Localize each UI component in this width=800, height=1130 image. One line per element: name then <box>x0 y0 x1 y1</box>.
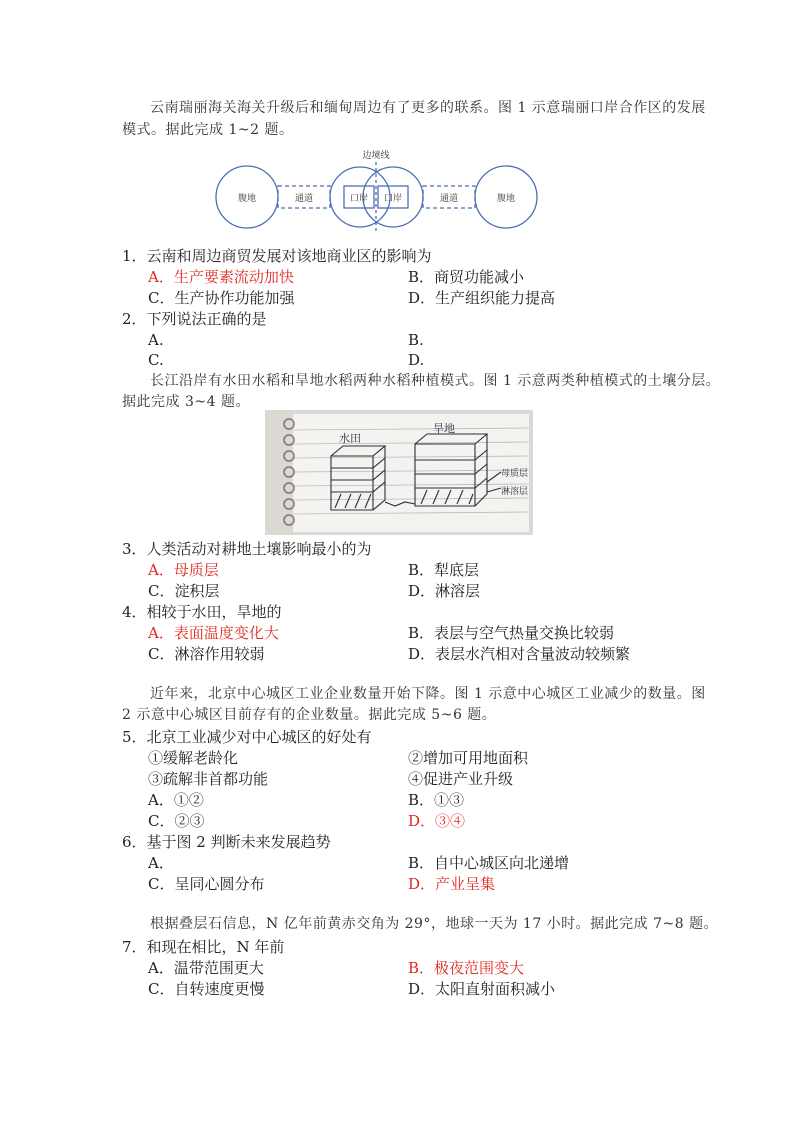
side-label-2: 淋溶层 <box>501 487 529 497</box>
side-label-1: 母质层 <box>501 469 529 479</box>
q3-option-d: D．淋溶层 <box>408 582 481 600</box>
border-label: 边境线 <box>362 151 390 161</box>
section1-intro-line2: 模式。据此完成 1~2 题。 <box>122 122 294 138</box>
section2-intro-line2: 据此完成 3~4 题。 <box>122 394 250 410</box>
q1-option-c: C．生产协作功能加强 <box>148 289 295 307</box>
q4-option-a: A．表面温度变化大 <box>148 624 279 642</box>
q1-stem: 1．云南和周边商贸发展对该地商业区的影响为 <box>122 247 432 265</box>
q4-option-b: B．表层与空气热量交换比较弱 <box>408 624 615 642</box>
section4-intro-line1: 根据叠层石信息，N 亿年前黄赤交角为 29°，地球一天为 17 小时。据此完成 7~8 题。 <box>150 916 719 932</box>
q5-statement-3: ③疏解非首都功能 <box>148 770 269 788</box>
q2-option-c: C. <box>148 351 164 369</box>
q5-statement-4: ④促进产业升级 <box>408 770 514 788</box>
paddy-label: 水田 <box>339 432 361 445</box>
section2-intro-line1: 长江沿岸有水田水稻和旱地水稻两种水稻种植模式。图 1 示意两类种植模式的土壤分层。 <box>150 373 721 389</box>
soil-layer-sketch-photo <box>265 410 533 535</box>
q5-option-d: D．③④ <box>408 812 466 830</box>
right-port-label: 口岸 <box>383 194 403 204</box>
section3-intro-line1: 近年来，北京中心城区工业企业数量开始下降。图 1 示意中心城区工业减少的数量。图 <box>150 686 706 702</box>
q6-stem: 6．基于图 2 判断未来发展趋势 <box>122 833 331 851</box>
right-hinterland-label: 腹地 <box>496 194 516 204</box>
q3-stem: 3．人类活动对耕地土壤影响最小的为 <box>122 540 372 558</box>
notebook-page <box>293 414 529 532</box>
q5-option-b: B．①③ <box>408 791 465 809</box>
q6-option-b: B．自中心城区向北递增 <box>408 854 570 872</box>
q4-option-d: D．表层水汽相对含量波动较频繁 <box>408 645 631 663</box>
q4-stem: 4．相较于水田，旱地的 <box>122 603 282 621</box>
port-cooperation-diagram <box>210 150 540 235</box>
q7-option-c: C．自转速度更慢 <box>148 980 265 998</box>
q4-option-c: C．淋溶作用较弱 <box>148 645 265 663</box>
q7-option-a: A．温带范围更大 <box>148 959 264 977</box>
q5-stem: 5．北京工业减少对中心城区的好处有 <box>122 728 372 746</box>
q6-option-a: A． <box>148 854 174 872</box>
q5-option-c: C．②③ <box>148 812 205 830</box>
q7-stem: 7．和现在相比，N 年前 <box>122 938 285 956</box>
q3-option-b: B．犁底层 <box>408 561 480 579</box>
section1-intro-line1: 云南瑞丽海关海关升级后和缅甸周边有了更多的联系。图 1 示意瑞丽口岸合作区的发展 <box>150 100 706 116</box>
dry-label: 旱地 <box>433 422 455 435</box>
q2-stem: 2．下列说法正确的是 <box>122 310 267 328</box>
q1-option-d: D．生产组织能力提高 <box>408 289 556 307</box>
q5-statement-1: ①缓解老龄化 <box>148 749 239 767</box>
q1-option-a: A．生产要素流动加快 <box>148 268 294 286</box>
q6-option-c: C．呈同心圆分布 <box>148 875 265 893</box>
q7-option-b: B．极夜范围变大 <box>408 959 525 977</box>
q6-option-d: D．产业呈集 <box>408 875 496 893</box>
q2-option-b: B. <box>408 331 424 349</box>
left-channel-label: 通道 <box>294 194 314 204</box>
q3-option-a: A．母质层 <box>148 561 219 579</box>
section3-intro-line2: 2 示意中心城区目前存有的企业数量。据此完成 5~6 题。 <box>122 707 497 723</box>
left-port-label: 口岸 <box>349 194 369 204</box>
right-channel-label: 通道 <box>439 194 459 204</box>
left-hinterland-label: 腹地 <box>237 194 257 204</box>
q2-option-a: A. <box>148 331 164 349</box>
q1-option-b: B．商贸功能减小 <box>408 268 525 286</box>
q5-statement-2: ②增加可用地面积 <box>408 749 529 767</box>
q3-option-c: C．淀积层 <box>148 582 220 600</box>
q7-option-d: D．太阳直射面积减小 <box>408 980 556 998</box>
q2-option-d: D. <box>408 351 425 369</box>
q5-option-a: A．①② <box>148 791 204 809</box>
